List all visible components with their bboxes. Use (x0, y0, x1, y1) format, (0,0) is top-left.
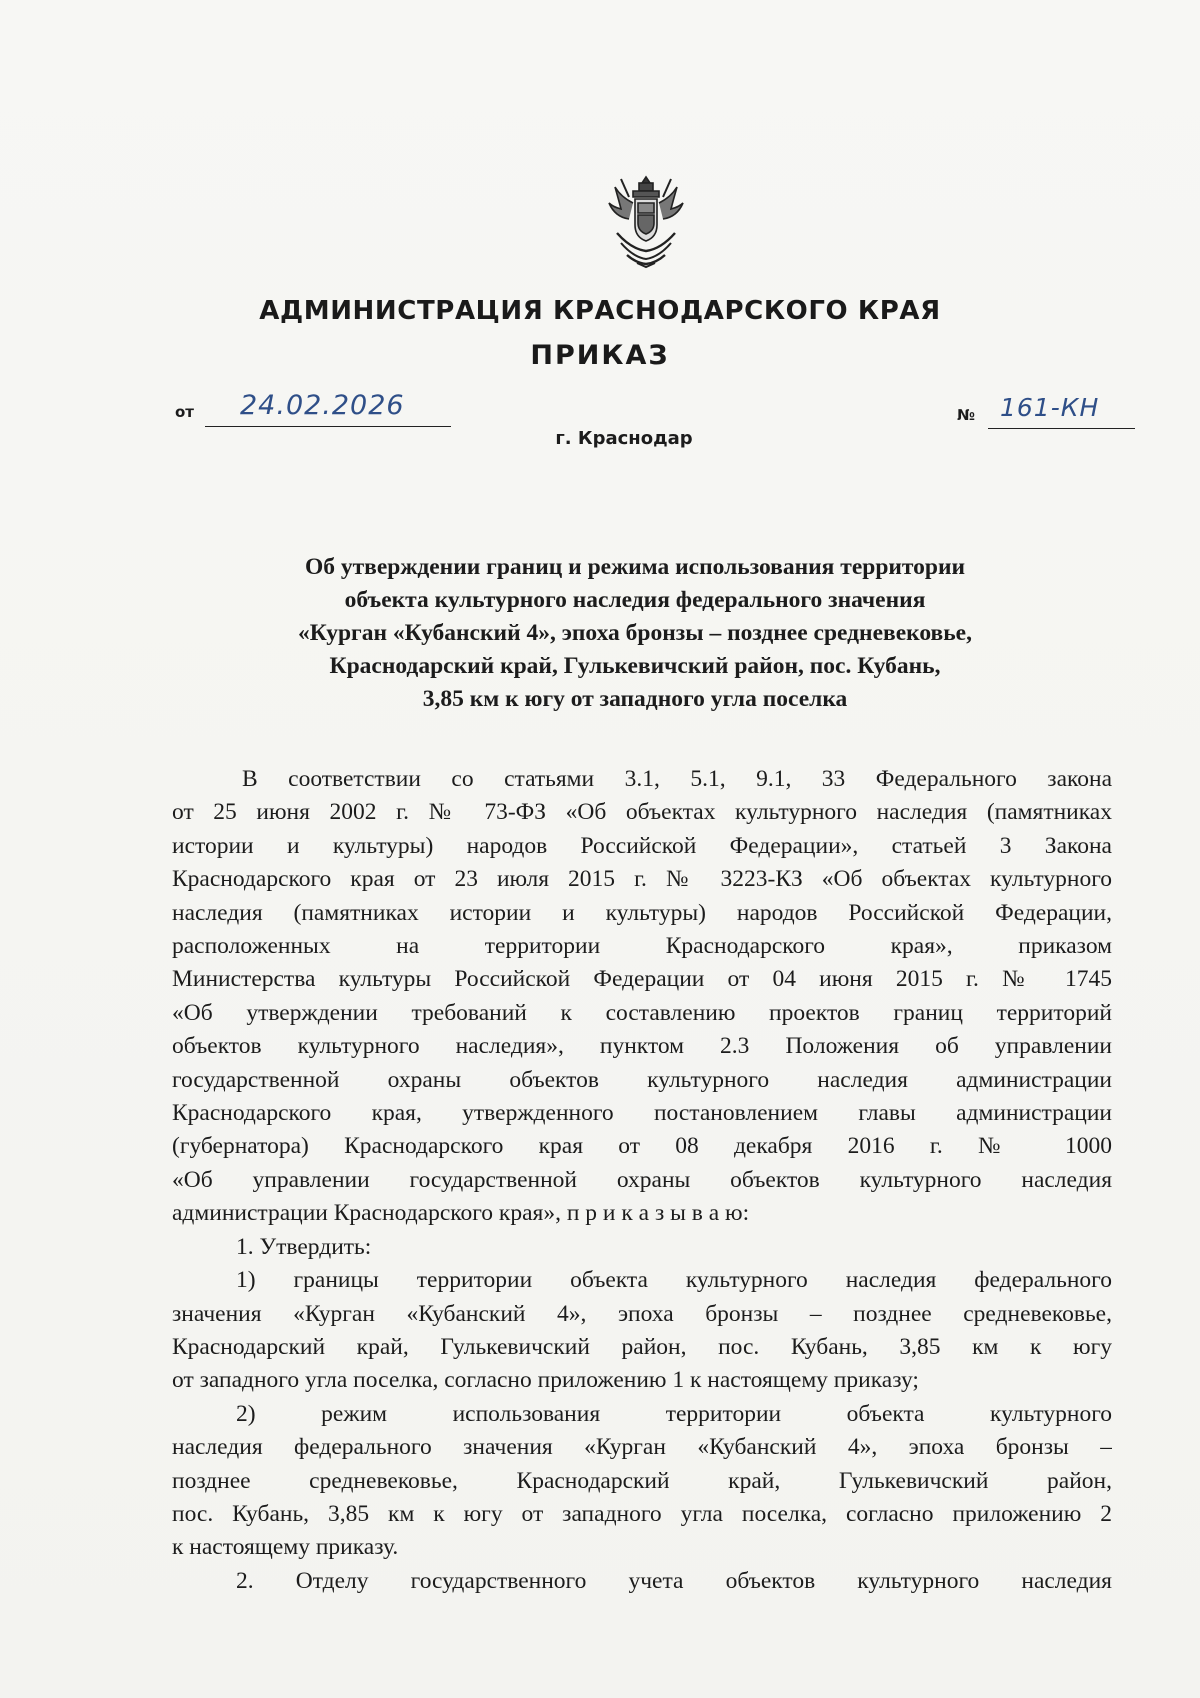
city: г. Краснодар (555, 428, 693, 449)
body-line: объектов культурного наследия», пунктом 2.3 Положения об управлении (172, 1033, 1112, 1060)
document-type: ПРИКАЗ (530, 340, 670, 371)
handwritten-date: 24.02.2026 (240, 390, 405, 421)
title-line: объекта культурного наследия федерального значения (344, 587, 926, 613)
date-underline (205, 426, 451, 427)
body-line: (губернатора) Краснодарского края от 08 декабря 2016 г. № 1000 (172, 1133, 1112, 1160)
body-line: наследия федерального значения «Курган «Кубанский 4», эпоха бронзы – (172, 1434, 1112, 1461)
body-line: истории и культуры) народов Российской Федерации», статьей 3 Закона (172, 832, 1112, 859)
body-line: позднее средневековье, Краснодарский край, Гулькевичский район, (172, 1467, 1112, 1494)
title-line: 3,85 км к югу от западного угла поселка (422, 686, 848, 712)
body-line: Министерства культуры Российской Федерации от 04 июня 2015 г. № 1745 (172, 966, 1112, 993)
body-line: расположенных на территории Краснодарского края», приказом (172, 933, 1112, 960)
body-line: пос. Кубань, 3,85 км к югу от западного угла поселка, согласно приложению 2 (172, 1500, 1112, 1527)
body-line: 1. Утвердить: (236, 1233, 372, 1260)
body-line: 2) режим использования территории объекта культурного (236, 1400, 1112, 1427)
document-body (172, 763, 1112, 1598)
body-line: В соответствии со статьями 3.1, 5.1, 9.1, 33 Федерального закона (242, 766, 1112, 792)
handwritten-number: 161-КН (1000, 393, 1100, 422)
body-line: от западного угла поселка, согласно приложению 1 к настоящему приказу; (172, 1367, 919, 1394)
body-line: к настоящему приказу. (172, 1534, 399, 1561)
organization-name: АДМИНИСТРАЦИЯ КРАСНОДАРСКОГО КРАЯ (259, 296, 941, 326)
coat-of-arms-icon (607, 173, 685, 270)
body-line: 2. Отделу государственного учета объектов культурного наследия (236, 1567, 1112, 1594)
body-line: государственной охраны объектов культурного наследия администрации (172, 1066, 1112, 1093)
body-line: значения «Курган «Кубанский 4», эпоха бронзы – позднее средневековье, (172, 1300, 1112, 1327)
body-line: от 25 июня 2002 г. № 73-ФЗ «Об объектах культурного наследия (памятниках (172, 799, 1112, 826)
date-label: от (175, 403, 194, 421)
document-title (150, 551, 1120, 716)
body-line: Краснодарского края от 23 июля 2015 г. № 3223-КЗ «Об объектах культурного (172, 866, 1112, 893)
body-line: администрации Краснодарского края», п р и к а з ы в а ю: (172, 1200, 750, 1227)
body-line: 1) границы территории объекта культурного наследия федерального (236, 1267, 1112, 1294)
body-line: «Об утверждении требований к составлению проектов границ территорий (172, 999, 1112, 1026)
title-line: Об утверждении границ и режима использования территории (304, 554, 966, 580)
body-line: Краснодарского края, утвержденного постановлением главы администрации (172, 1100, 1112, 1127)
title-line: «Курган «Кубанский 4», эпоха бронзы – позднее средневековье, (298, 620, 972, 646)
body-line: «Об управлении государственной охраны объектов культурного наследия (172, 1166, 1112, 1193)
body-line: наследия (памятниках истории и культуры) народов Российской Федерации, (172, 899, 1112, 926)
body-line: Краснодарский край, Гулькевичский район, пос. Кубань, 3,85 км к югу (172, 1333, 1112, 1360)
title-line: Краснодарский край, Гулькевичский район, пос. Кубань, (329, 653, 941, 679)
number-label: № (957, 406, 976, 424)
